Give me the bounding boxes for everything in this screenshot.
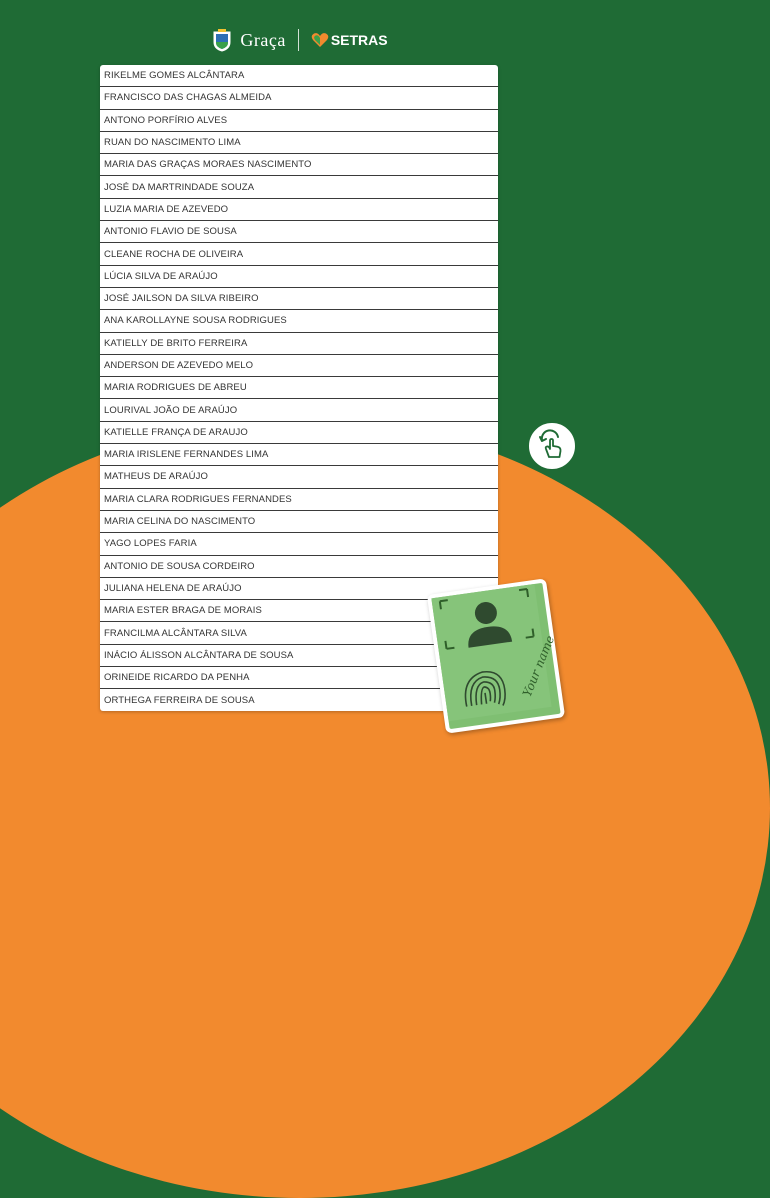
list-item: RIKELME GOMES ALCÂNTARA — [100, 65, 498, 87]
list-item: INÁCIO ÁLISSON ALCÂNTARA DE SOUSA — [100, 645, 498, 667]
list-item: JULIANA HELENA DE ARAÚJO — [100, 578, 498, 600]
list-item: ANTONIO DE SOUSA CORDEIRO — [100, 556, 498, 578]
list-item: ORINEIDE RICARDO DA PENHA — [100, 667, 498, 689]
crest-icon — [212, 28, 232, 52]
list-item: LUZIA MARIA DE AZEVEDO — [100, 199, 498, 221]
header-logos — [0, 26, 600, 54]
list-item: MARIA CLARA RODRIGUES FERNANDES — [100, 489, 498, 511]
list-item: RUAN DO NASCIMENTO LIMA — [100, 132, 498, 154]
list-item: FRANCISCO DAS CHAGAS ALMEIDA — [100, 87, 498, 109]
list-item: MARIA IRISLENE FERNANDES LIMA — [100, 444, 498, 466]
list-item: CLEANE ROCHA DE OLIVEIRA — [100, 243, 498, 265]
list-item: LOURIVAL JOÃO DE ARAÚJO — [100, 399, 498, 421]
brand-name: Graça — [240, 29, 286, 50]
list-item: ANTONIO FLAVIO DE SOUSA — [100, 221, 498, 243]
heart-hands-icon — [311, 32, 329, 48]
hand-pointer-icon — [537, 431, 567, 461]
list-item: MARIA CELINA DO NASCIMENTO — [100, 511, 498, 533]
list-item: LÚCIA SILVA DE ARAÚJO — [100, 266, 498, 288]
list-item: JOSÉ DA MARTRINDADE SOUZA — [100, 176, 498, 198]
list-item: ANDERSON DE AZEVEDO MELO — [100, 355, 498, 377]
list-item: MARIA RODRIGUES DE ABREU — [100, 377, 498, 399]
list-item: MARIA ESTER BRAGA DE MORAIS — [100, 600, 498, 622]
list-item: ORTHEGA FERREIRA DE SOUSA — [104, 694, 255, 706]
list-item: MATHEUS DE ARAÚJO — [100, 466, 498, 488]
secretary-name: SETRAS — [330, 32, 388, 48]
list-item: FRANCILMA ALCÂNTARA SILVA — [100, 622, 498, 644]
secretary-logo — [311, 32, 388, 48]
id-card-graphic — [431, 584, 558, 721]
signature-text: Your name — [519, 633, 558, 699]
list-item: ANA KAROLLAYNE SOUSA RODRIGUES — [100, 310, 498, 332]
list-item: MARIA DAS GRAÇAS MORAES NASCIMENTO — [100, 154, 498, 176]
list-item: KATIELLE FRANÇA DE ARAUJO — [100, 422, 498, 444]
header-divider — [298, 29, 299, 51]
list-item: YAGO LOPES FARIA — [100, 533, 498, 555]
list-item: JOSÉ JAILSON DA SILVA RIBEIRO — [100, 288, 498, 310]
id-card-illustration — [427, 578, 565, 733]
list-item: KATIELLY DE BRITO FERREIRA — [100, 333, 498, 355]
tap-button[interactable] — [528, 422, 576, 470]
list-item: ANTONO PORFÍRIO ALVES — [100, 110, 498, 132]
